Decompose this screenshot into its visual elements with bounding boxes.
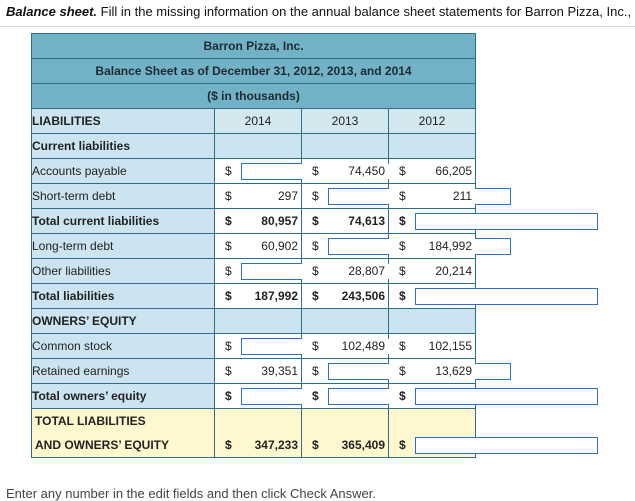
cell-long-term-debt-2012 xyxy=(389,234,476,259)
cell-total-liabilities-2013 xyxy=(302,409,389,434)
row-label-and-owners-equity: AND OWNERS’ EQUITY xyxy=(32,433,215,458)
cell-and-owners-equity-2013 xyxy=(302,433,389,458)
cell-current-liabilities-2013 xyxy=(302,134,389,159)
cell-current-liabilities-2014 xyxy=(215,134,302,159)
statement-subtitle: Balance Sheet as of December 31, 2012, 2013, and 2014 xyxy=(32,59,476,84)
amount-value: 60,902 xyxy=(261,239,298,253)
liabilities-heading: LIABILITIES xyxy=(32,109,215,134)
instructions xyxy=(6,4,631,19)
cell-owners-equity-2014 xyxy=(215,309,302,334)
dollar-sign: $ xyxy=(399,214,406,228)
dollar-sign: $ xyxy=(399,339,406,353)
cell-common-stock-2013 xyxy=(302,334,389,359)
dollar-sign: $ xyxy=(225,364,232,378)
dollar-sign: $ xyxy=(399,164,406,178)
cell-other-liabilities-2012 xyxy=(389,259,476,284)
dollar-sign: $ xyxy=(312,264,319,278)
cell-common-stock-2014 xyxy=(215,334,302,359)
amount-value: 74,450 xyxy=(348,164,385,178)
answer-input-total-liabilities-2012[interactable] xyxy=(415,288,598,305)
cell-total-owners-equity-2012 xyxy=(389,384,476,409)
dollar-sign: $ xyxy=(399,389,406,403)
dollar-sign: $ xyxy=(225,438,232,452)
answer-input-and-owners-equity-2012[interactable] xyxy=(415,437,598,454)
cell-and-owners-equity-2012 xyxy=(389,433,476,458)
dollar-sign: $ xyxy=(225,264,232,278)
cell-total-liabilities-2012 xyxy=(389,284,476,309)
answer-input-total-current-liabilities-2012[interactable] xyxy=(415,213,598,230)
dollar-sign: $ xyxy=(225,389,232,403)
cell-total-liabilities-2014 xyxy=(215,284,302,309)
cell-total-owners-equity-2014 xyxy=(215,384,302,409)
dollar-sign: $ xyxy=(225,339,232,353)
amount-value: 20,214 xyxy=(435,264,473,278)
row-label-accounts-payable: Accounts payable xyxy=(32,159,215,184)
cell-total-current-liabilities-2012 xyxy=(389,209,476,234)
amount-value: 365,409 xyxy=(341,438,385,452)
cell-retained-earnings-2014 xyxy=(215,359,302,384)
cell-long-term-debt-2014 xyxy=(215,234,302,259)
cell-total-liabilities-2014 xyxy=(215,409,302,434)
cell-long-term-debt-2013 xyxy=(302,234,389,259)
balance-sheet-table xyxy=(31,33,476,458)
dollar-sign: $ xyxy=(312,389,319,403)
answer-input-total-owners-equity-2012[interactable] xyxy=(415,388,598,405)
dollar-sign: $ xyxy=(399,189,406,203)
row-label-retained-earnings: Retained earnings xyxy=(32,359,215,384)
instructions-title: Balance sheet. xyxy=(6,4,98,19)
dollar-sign: $ xyxy=(399,289,406,303)
amount-value: 184,992 xyxy=(428,239,473,253)
cell-short-term-debt-2013 xyxy=(302,184,389,209)
row-label-other-liabilities: Other liabilities xyxy=(32,259,215,284)
amount-value: 297 xyxy=(277,189,298,203)
row-label-long-term-debt: Long-term debt xyxy=(32,234,215,259)
cell-other-liabilities-2013 xyxy=(302,259,389,284)
row-label-total-owners-equity: Total owners’ equity xyxy=(32,384,215,409)
cell-retained-earnings-2012 xyxy=(389,359,476,384)
row-label-total-current-liabilities: Total current liabilities xyxy=(32,209,215,234)
cell-short-term-debt-2014 xyxy=(215,184,302,209)
cell-total-current-liabilities-2013 xyxy=(302,209,389,234)
dollar-sign: $ xyxy=(312,339,319,353)
instructions-text: Fill in the missing information on the annual balance sheet statements for Barron Pizza, Inc., xyxy=(100,4,632,19)
amount-value: 347,233 xyxy=(254,438,298,452)
dollar-sign: $ xyxy=(312,239,319,253)
amount-value: 13,629 xyxy=(435,364,473,378)
units-label: ($ in thousands) xyxy=(32,84,476,109)
cell-total-current-liabilities-2014 xyxy=(215,209,302,234)
amount-value: 211 xyxy=(452,189,473,203)
cell-owners-equity-2013 xyxy=(302,309,389,334)
footer-instruction: Enter any number in the edit fields and then click Check Answer. xyxy=(6,486,376,501)
dollar-sign: $ xyxy=(312,289,319,303)
row-label-current-liabilities: Current liabilities xyxy=(32,134,215,159)
dollar-sign: $ xyxy=(312,438,319,452)
dollar-sign: $ xyxy=(225,189,232,203)
year-2014-header: 2014 xyxy=(215,109,302,134)
year-2013-header: 2013 xyxy=(302,109,389,134)
cell-total-liabilities-2013 xyxy=(302,284,389,309)
cell-accounts-payable-2013 xyxy=(302,159,389,184)
cell-total-liabilities-2012 xyxy=(389,409,476,434)
cell-owners-equity-2012 xyxy=(389,309,476,334)
row-label-total-liabilities: Total liabilities xyxy=(32,284,215,309)
cell-common-stock-2012 xyxy=(389,334,476,359)
row-label-owners-equity: OWNERS’ EQUITY xyxy=(32,309,215,334)
row-label-total-liabilities: TOTAL LIABILITIES xyxy=(32,409,215,434)
cell-accounts-payable-2012 xyxy=(389,159,476,184)
dollar-sign: $ xyxy=(225,239,232,253)
year-2012-header: 2012 xyxy=(389,109,476,134)
dollar-sign: $ xyxy=(399,438,406,452)
cell-and-owners-equity-2014 xyxy=(215,433,302,458)
cell-retained-earnings-2013 xyxy=(302,359,389,384)
dollar-sign: $ xyxy=(225,289,232,303)
cell-total-owners-equity-2013 xyxy=(302,384,389,409)
amount-value: 80,957 xyxy=(261,214,298,228)
cell-other-liabilities-2014 xyxy=(215,259,302,284)
row-label-short-term-debt: Short-term debt xyxy=(32,184,215,209)
divider xyxy=(0,26,635,27)
amount-value: 102,489 xyxy=(341,339,385,353)
cell-short-term-debt-2012 xyxy=(389,184,476,209)
amount-value: 187,992 xyxy=(254,289,298,303)
dollar-sign: $ xyxy=(225,214,232,228)
dollar-sign: $ xyxy=(312,364,319,378)
dollar-sign: $ xyxy=(399,264,406,278)
dollar-sign: $ xyxy=(312,214,319,228)
amount-value: 66,205 xyxy=(435,164,473,178)
amount-value: 28,807 xyxy=(348,264,385,278)
amount-value: 39,351 xyxy=(261,364,298,378)
dollar-sign: $ xyxy=(312,164,319,178)
cell-accounts-payable-2014 xyxy=(215,159,302,184)
cell-current-liabilities-2012 xyxy=(389,134,476,159)
dollar-sign: $ xyxy=(312,189,319,203)
amount-value: 243,506 xyxy=(341,289,385,303)
dollar-sign: $ xyxy=(399,239,406,253)
dollar-sign: $ xyxy=(225,164,232,178)
amount-value: 102,155 xyxy=(428,339,473,353)
company-name: Barron Pizza, Inc. xyxy=(32,34,476,59)
dollar-sign: $ xyxy=(399,364,406,378)
amount-value: 74,613 xyxy=(348,214,385,228)
row-label-common-stock: Common stock xyxy=(32,334,215,359)
